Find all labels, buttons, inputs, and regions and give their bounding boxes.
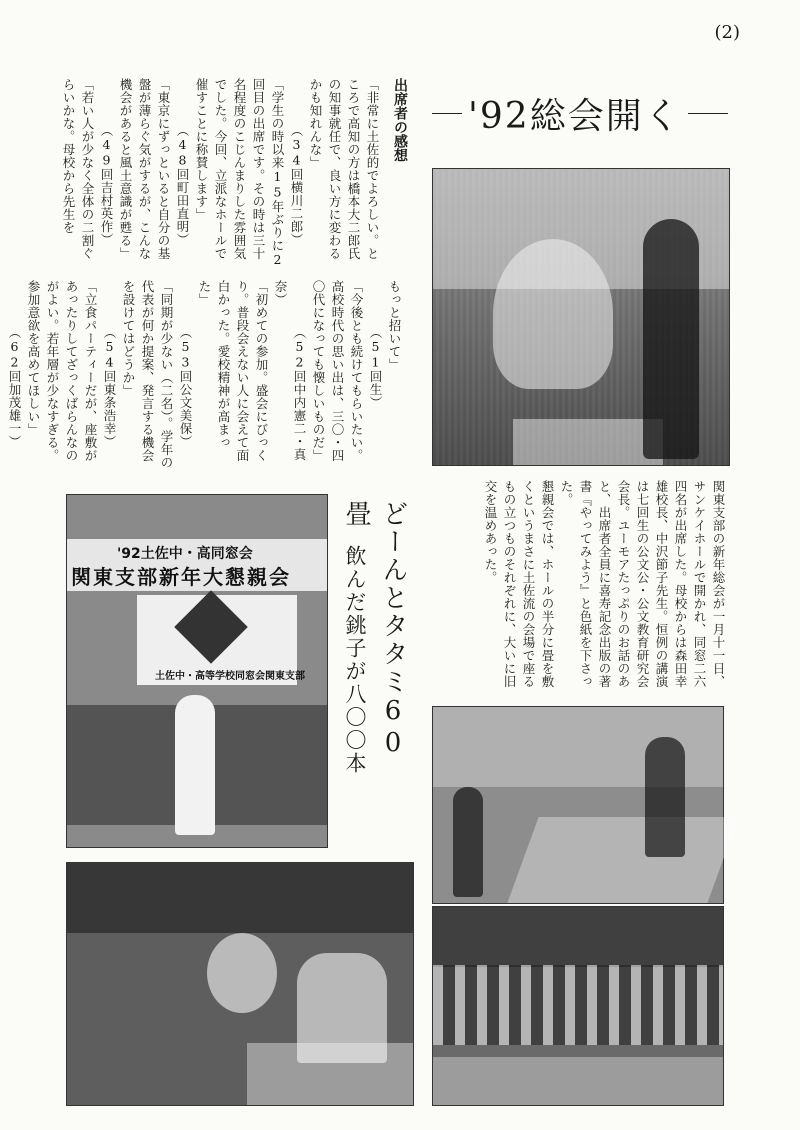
page-title: '92総会開く: [468, 95, 682, 137]
impressions-text-col2: もっと招いて」 （51回生） 「今後とも続けてもらいたい。高校時代の思い出は、三〇・四〇代になっても懐しいものだ」 （52回中内憲二・真奈） 「初めての参加。盛会にびっくり。普段会えない人に会えて面白かった。愛校精神が高まった」 （53回公文美保） 「同期が少ない（二名）。学年の代表が何か提案、発言する機会を設けてはどうか」 （54回東条浩幸） 「立食パーティーだが、座敷があったりしてざっくばらんなのがよい。若年層が少なすぎる。参加意欲を高めてほしい」 （62回加茂雄一）: [7, 280, 402, 469]
title-rule-left: [432, 113, 462, 114]
impressions-heading: 出席者の感想: [392, 78, 408, 162]
photo-seated-attendees: [66, 862, 414, 1106]
photo-banner-party: [66, 494, 328, 848]
subheading-sub: 飲んだ銚子が八〇〇本: [343, 545, 367, 775]
impressions-text-col1: 「非常に土佐的でよろしい。ところで高知の方は橋本大二郎氏の知事就任で、良い方に変わるかも知れんな」 （34回横川二郎） 「学生の時以来15年ぶりに2回目の出席です。その時は三十名程度のこじんまりした雰囲気でした。今回、立派なホールで催すことに称賛します」 （48回町田直明） 「東京にずっといると自分の基盤が薄らぐ気がするが、こんな機会があると風土意識が甦る」 （49回吉村英作） 「若い人が少なく全体の二割ぐらいかな。母校から先生を: [61, 78, 380, 268]
title-rule-right: [688, 113, 728, 114]
photo-speaker: [432, 168, 730, 466]
subheading-main: どーんとタタミ60畳: [341, 500, 408, 760]
banner-line-1: '92土佐中・高同窓会: [117, 546, 253, 562]
title-banner: [432, 68, 728, 158]
photo-stage: [432, 706, 724, 904]
article-body: 関東支部の新年総会が一月十一日、サンケイホールで開かれ、同窓二六四名が出席した。母校からは森田幸雄校長、中沢節子先生。恒例の講演は七回生の公文公・公文教育研究会会長。ユーモアたっぷりのお話のあと、出席者全員に喜寿記念出版の著書『やってみよう』と色紙を下さった。 懇親会では、ホールの半分に畳を敷くというまさに土佐流の会場で座るもの立つものそれぞれに、大いに旧交を温めあった。: [483, 480, 726, 688]
banner-line-2: 関東支部新年大懇親会: [71, 565, 291, 589]
page-number: (2): [714, 22, 740, 43]
banner-sign: 土佐中・高等学校同窓会関東支部: [155, 671, 305, 682]
photo-crowd: [432, 906, 724, 1106]
